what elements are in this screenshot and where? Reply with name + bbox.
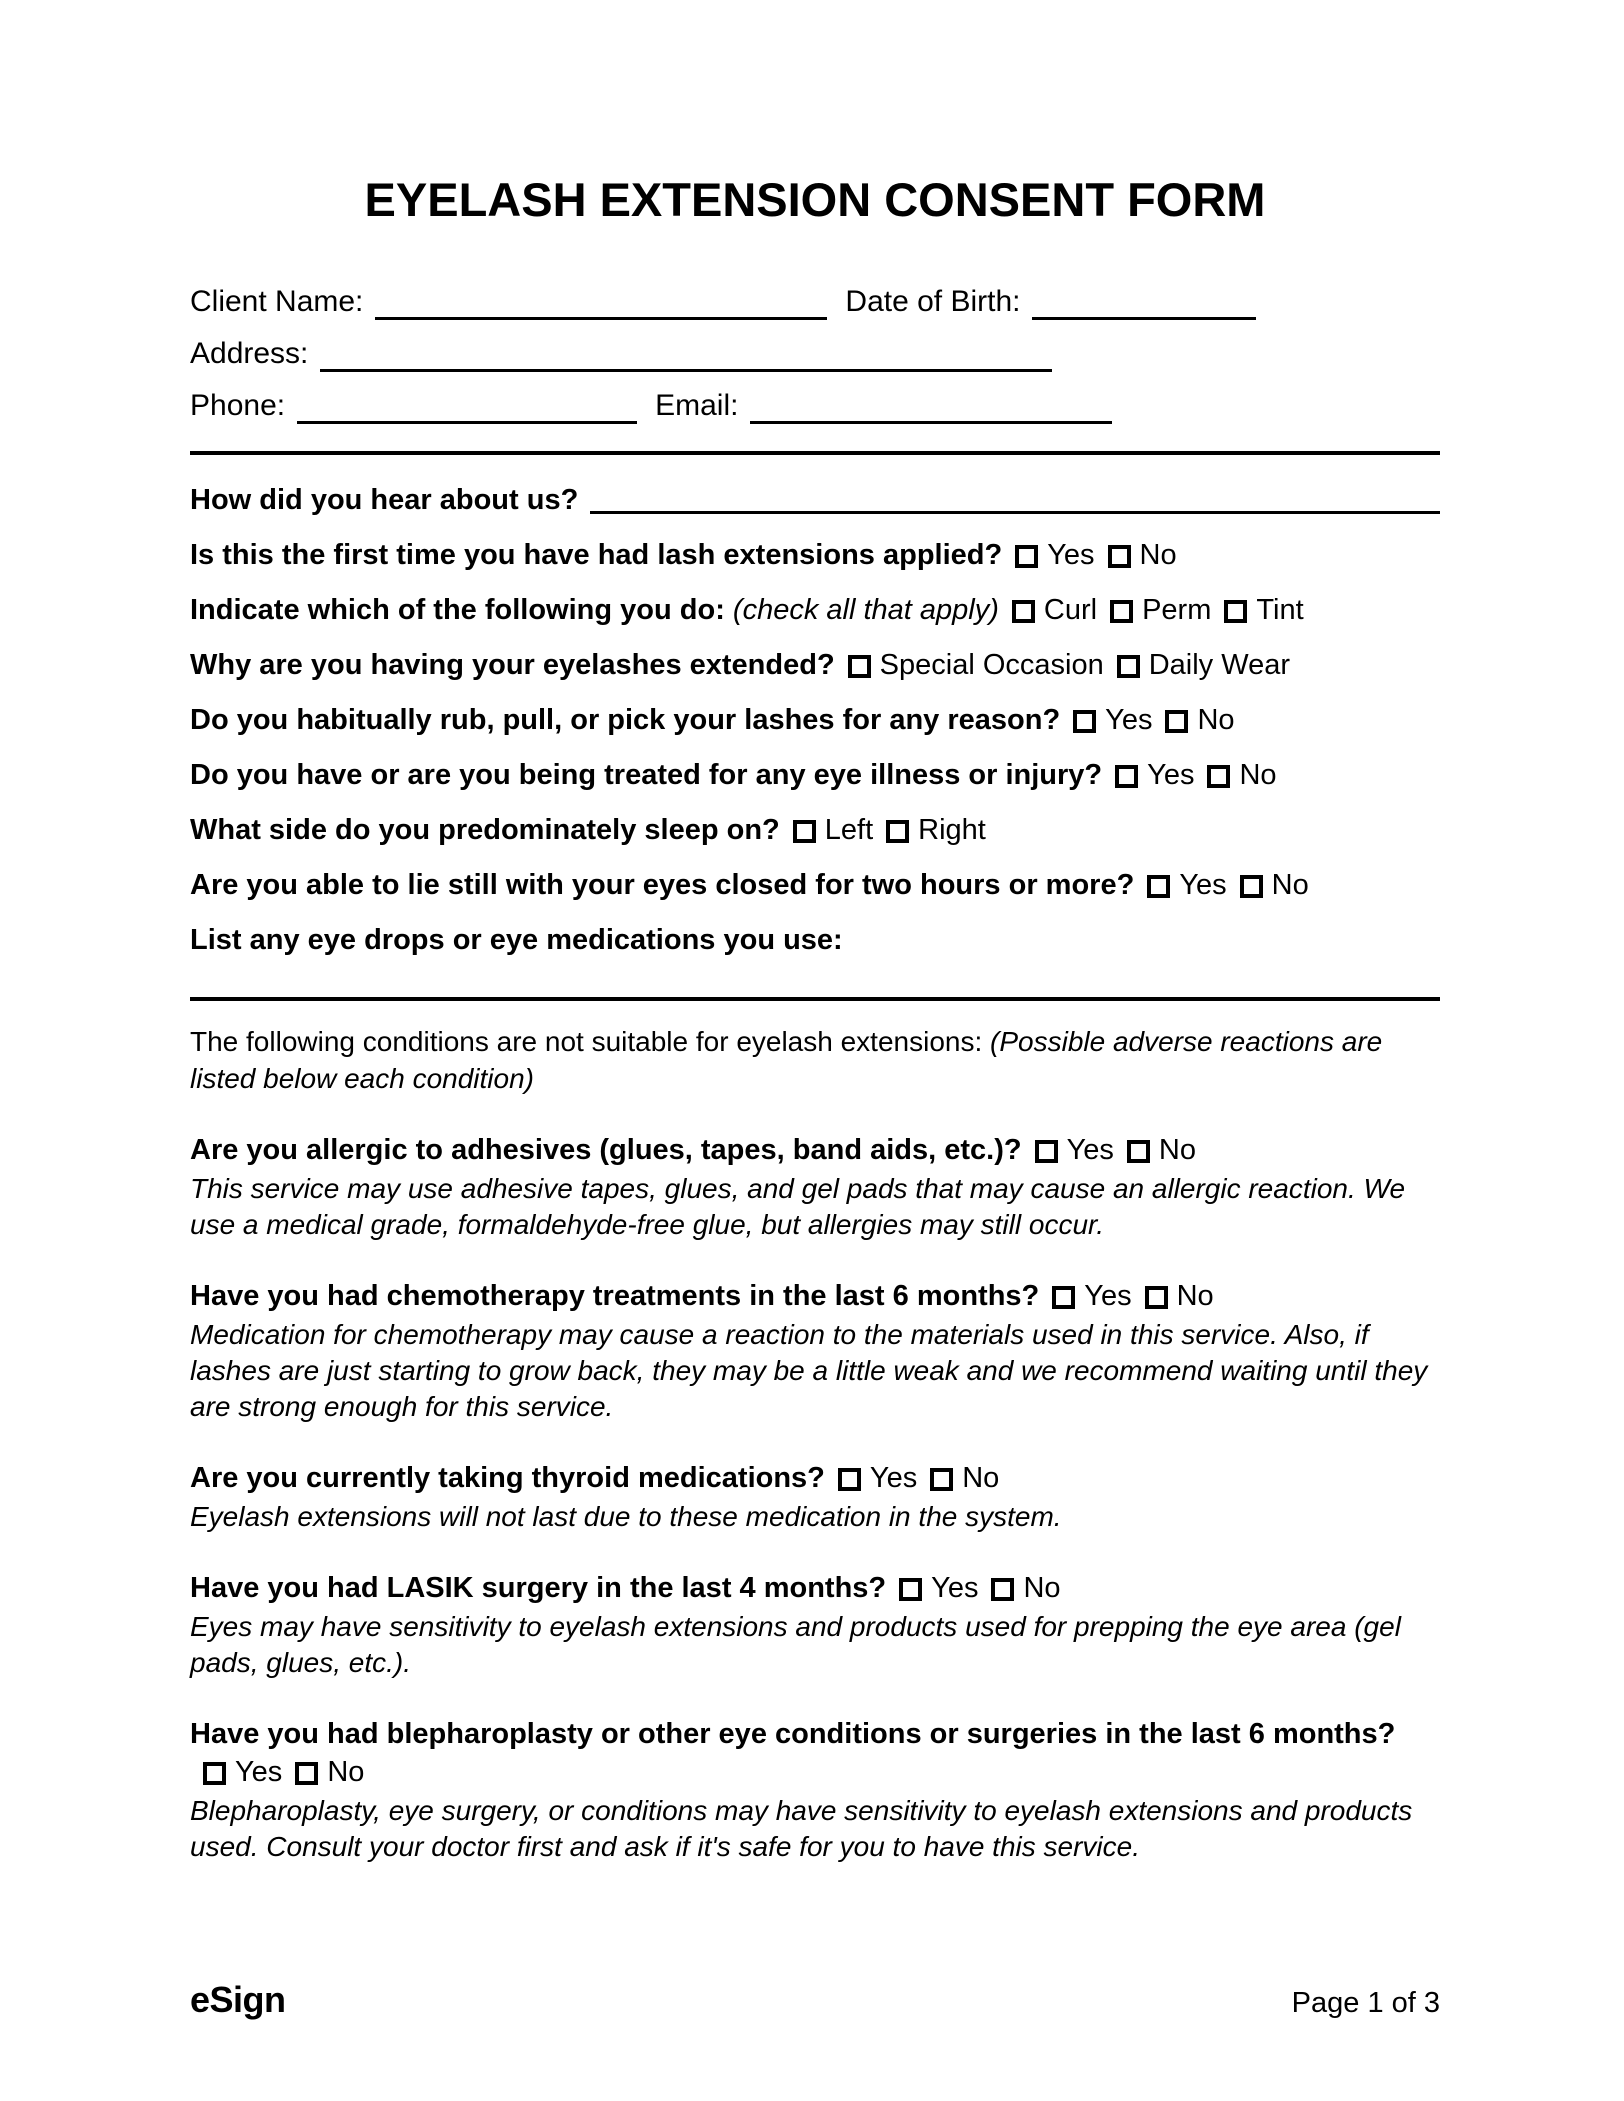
options bbox=[780, 814, 986, 846]
option-label: Yes bbox=[931, 1572, 979, 1604]
option-label: Yes bbox=[869, 1462, 918, 1494]
option-label: No bbox=[327, 1756, 365, 1788]
question-text: Indicate which of the following you do: bbox=[190, 594, 725, 626]
option-label: Yes bbox=[1066, 1134, 1114, 1166]
checkbox-no[interactable] bbox=[1145, 1286, 1168, 1309]
question-lie-still bbox=[190, 866, 1440, 904]
question-text: Do you habitually rub, pull, or pick your lashes for any reason? bbox=[190, 704, 1061, 736]
question-text: Are you currently taking thyroid medications? bbox=[190, 1462, 825, 1494]
form-title: EYELASH EXTENSION CONSENT FORM bbox=[364, 173, 1266, 226]
email-field[interactable] bbox=[750, 421, 1112, 424]
question-text: Have you had chemotherapy treatments in the last 6 months? bbox=[190, 1280, 1040, 1312]
options bbox=[835, 649, 1290, 681]
checkbox-yes[interactable] bbox=[203, 1762, 226, 1785]
option-label: Curl bbox=[1043, 594, 1098, 626]
client-name-label: Client Name: bbox=[190, 285, 364, 318]
client-info-section bbox=[190, 283, 1440, 425]
checkbox-yes[interactable] bbox=[1035, 1140, 1058, 1163]
checkbox-yes[interactable] bbox=[1052, 1286, 1075, 1309]
option-label: No bbox=[1176, 1280, 1214, 1312]
page-number: Page 1 of 3 bbox=[1291, 1987, 1440, 2019]
checkbox-curl[interactable] bbox=[1012, 600, 1035, 623]
page-footer bbox=[190, 1979, 1440, 2021]
question-text: Are you able to lie still with your eyes closed for two hours or more? bbox=[190, 869, 1135, 901]
checkbox-no[interactable] bbox=[1108, 545, 1131, 568]
option-label: Special Occasion bbox=[879, 649, 1104, 681]
info-row-name-dob bbox=[190, 283, 1440, 321]
options bbox=[1102, 759, 1276, 791]
condition-block-adhesives bbox=[190, 1131, 1440, 1243]
dob-field[interactable] bbox=[1032, 317, 1256, 320]
option-label: No bbox=[1197, 704, 1235, 736]
question-text: List any eye drops or eye medications you use: bbox=[190, 924, 843, 956]
question-text: Have you had blepharoplasty or other eye conditions or surgeries in the last 6 months? bbox=[190, 1718, 1396, 1750]
options bbox=[886, 1572, 1060, 1604]
options bbox=[190, 1756, 364, 1788]
checkbox-no[interactable] bbox=[1207, 765, 1230, 788]
option-label: No bbox=[1239, 759, 1277, 791]
checkbox-yes[interactable] bbox=[1015, 545, 1038, 568]
options bbox=[1002, 539, 1176, 571]
answer-line[interactable] bbox=[590, 511, 1440, 514]
option-label: Yes bbox=[1047, 539, 1095, 571]
checkbox-no[interactable] bbox=[991, 1578, 1014, 1601]
checkbox-yes[interactable] bbox=[1147, 875, 1170, 898]
section-divider-top bbox=[190, 451, 1440, 455]
checkbox-yes[interactable] bbox=[899, 1578, 922, 1601]
condition-question-row bbox=[190, 1131, 1440, 1169]
condition-note: Eyelash extensions will not last due to these medication in the system. bbox=[190, 1501, 1062, 1532]
options bbox=[1039, 1280, 1213, 1312]
condition-question-row bbox=[190, 1459, 1440, 1497]
condition-note: This service may use adhesive tapes, glues, and gel pads that may cause an allergic reaction. We use a medical grade, formaldehyde-free glue, but allergies may still occur. bbox=[190, 1173, 1406, 1240]
question-how-did-you-hear bbox=[190, 481, 1440, 519]
checkbox-no[interactable] bbox=[930, 1468, 953, 1491]
options bbox=[1060, 704, 1234, 736]
question-why-extended bbox=[190, 646, 1440, 684]
option-label: Perm bbox=[1142, 594, 1212, 626]
question-sleep-side bbox=[190, 811, 1440, 849]
checkbox-yes[interactable] bbox=[1115, 765, 1138, 788]
question-first-time bbox=[190, 536, 1440, 574]
option-label: No bbox=[1158, 1134, 1196, 1166]
question-which-you-do bbox=[190, 591, 1440, 629]
condition-question-row bbox=[190, 1715, 1440, 1791]
checkbox-special-occasion[interactable] bbox=[848, 655, 871, 678]
esign-logo: eSign bbox=[190, 1979, 286, 2020]
option-label: Yes bbox=[1147, 759, 1195, 791]
conditions-intro bbox=[190, 1023, 1440, 1097]
checkbox-no[interactable] bbox=[1127, 1140, 1150, 1163]
option-label: No bbox=[962, 1462, 1000, 1494]
checkbox-tint[interactable] bbox=[1224, 600, 1247, 623]
phone-field[interactable] bbox=[297, 421, 637, 424]
condition-note: Blepharoplasty, eye surgery, or conditions may have sensitivity to eyelash extensions and products used. Consult your doctor first and ask if it's safe for you to have this service. bbox=[190, 1795, 1413, 1862]
checkbox-no[interactable] bbox=[295, 1762, 318, 1785]
question-eye-illness bbox=[190, 756, 1440, 794]
condition-question-row bbox=[190, 1569, 1440, 1607]
conditions-intro-text: The following conditions are not suitable for eyelash extensions: bbox=[190, 1026, 983, 1057]
question-text: Is this the first time you have had lash extensions applied? bbox=[190, 539, 1003, 571]
checkbox-yes[interactable] bbox=[1073, 710, 1096, 733]
client-name-field[interactable] bbox=[375, 317, 827, 320]
condition-block-lasik bbox=[190, 1569, 1440, 1681]
address-label: Address: bbox=[190, 337, 309, 370]
option-label: Right bbox=[918, 814, 986, 846]
option-label: Left bbox=[824, 814, 874, 846]
checkbox-left[interactable] bbox=[793, 820, 816, 843]
checkbox-right[interactable] bbox=[886, 820, 909, 843]
checkbox-perm[interactable] bbox=[1110, 600, 1133, 623]
checkbox-no[interactable] bbox=[1165, 710, 1188, 733]
option-label: Yes bbox=[1084, 1280, 1132, 1312]
question-text: How did you hear about us? bbox=[190, 484, 579, 516]
option-label: Daily Wear bbox=[1148, 649, 1290, 681]
option-label: No bbox=[1023, 1572, 1061, 1604]
condition-note: Medication for chemotherapy may cause a reaction to the materials used in this service. Also, if lashes are just starting to grow back, they may be a little weak and we recommend waiting until they are strong enough for this service. bbox=[190, 1319, 1428, 1422]
option-label: Yes bbox=[235, 1756, 283, 1788]
email-label: Email: bbox=[655, 389, 739, 422]
address-field[interactable] bbox=[320, 369, 1052, 372]
questions-section bbox=[190, 481, 1440, 959]
condition-question-row bbox=[190, 1277, 1440, 1315]
question-text: Do you have or are you being treated for any eye illness or injury? bbox=[190, 759, 1103, 791]
info-row-phone-email bbox=[190, 387, 1440, 425]
condition-block-chemotherapy bbox=[190, 1277, 1440, 1425]
question-text: Why are you having your eyelashes extended? bbox=[190, 649, 835, 681]
checkbox-no[interactable] bbox=[1240, 875, 1263, 898]
checkbox-yes[interactable] bbox=[838, 1468, 861, 1491]
question-rub-pull-pick bbox=[190, 701, 1440, 739]
condition-block-blepharoplasty bbox=[190, 1715, 1440, 1865]
option-label: No bbox=[1139, 539, 1177, 571]
conditions-intro-note: (Possible adverse reactions are listed below each condition) bbox=[190, 1026, 1383, 1094]
question-text: What side do you predominately sleep on? bbox=[190, 814, 780, 846]
option-label: Tint bbox=[1256, 594, 1304, 626]
option-label: Yes bbox=[1105, 704, 1153, 736]
info-row-address bbox=[190, 335, 1440, 373]
option-label: Yes bbox=[1179, 869, 1227, 901]
condition-note: Eyes may have sensitivity to eyelash extensions and products used for prepping the eye area (gel pads, glues, etc.). bbox=[190, 1611, 1401, 1678]
question-eye-drops bbox=[190, 921, 1440, 959]
question-hint: (check all that apply) bbox=[732, 594, 999, 626]
question-text: Have you had LASIK surgery in the last 4 months? bbox=[190, 1572, 887, 1604]
checkbox-daily-wear[interactable] bbox=[1117, 655, 1140, 678]
options bbox=[825, 1462, 999, 1494]
options bbox=[999, 594, 1304, 626]
phone-label: Phone: bbox=[190, 389, 286, 422]
eye-drops-answer-line[interactable] bbox=[190, 997, 1440, 1001]
options bbox=[1134, 869, 1308, 901]
condition-block-thyroid bbox=[190, 1459, 1440, 1535]
question-text: Are you allergic to adhesives (glues, tapes, band aids, etc.)? bbox=[190, 1134, 1022, 1166]
options bbox=[1022, 1134, 1196, 1166]
dob-label: Date of Birth: bbox=[845, 285, 1021, 318]
option-label: No bbox=[1271, 869, 1309, 901]
